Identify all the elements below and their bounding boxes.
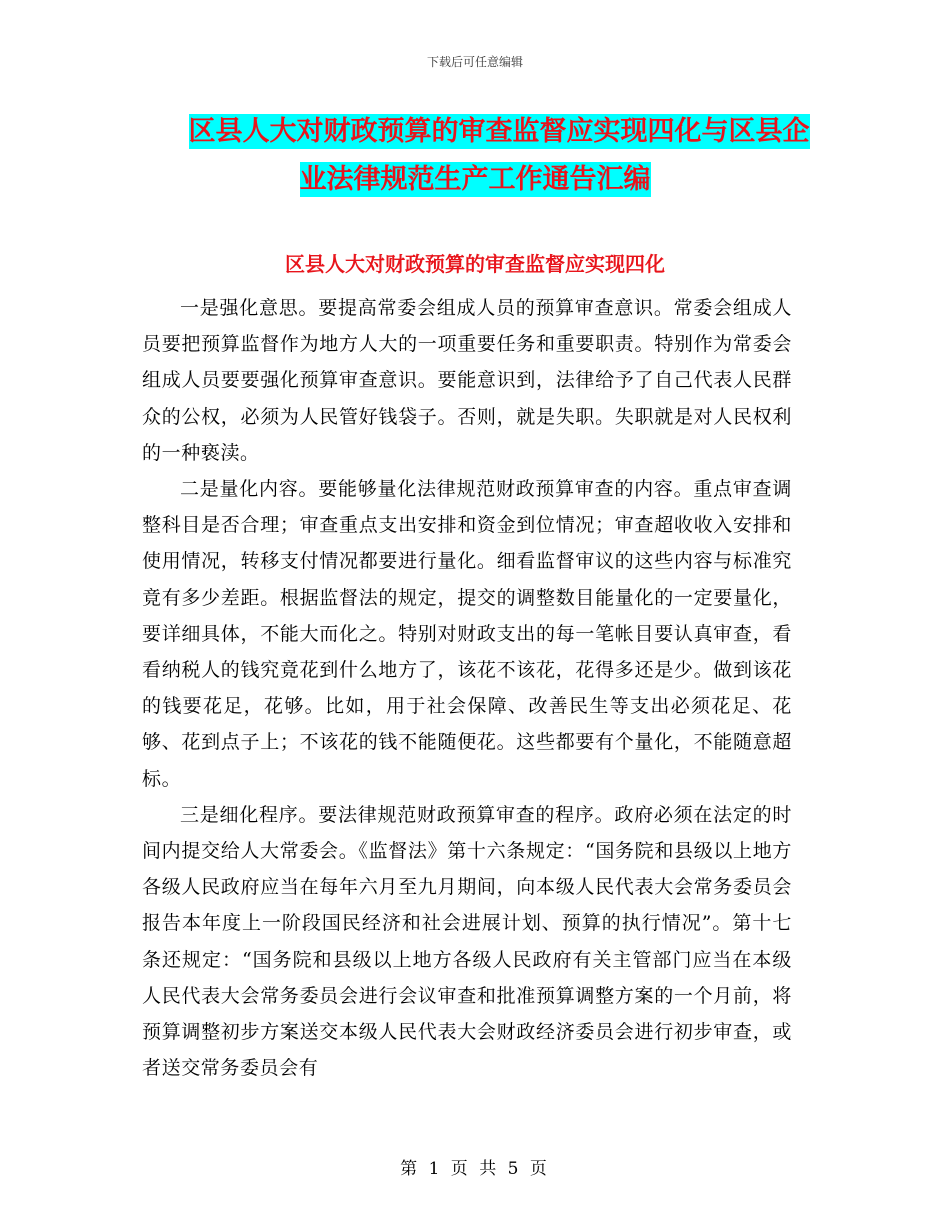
title-line-2: 业法律规范生产工作通告汇编 [299,164,651,195]
document-title [0,108,950,204]
body-text [142,290,792,1086]
page-header: 下载后可任意编辑 [426,55,523,69]
paragraph-1: 一是强化意思。要提高常委会组成人员的预算审查意识。常委会组成人员要把预算监督作为地方人大的一项重要任务和重要职责。特别作为常委会组成人员要要强化预算审查意识。要能意识到，法律给予了自己代表人民群众的公权，必须为人民管好钱袋子。否则，就是失职。失职就是对人民权利的一种亵渎。 [142,297,792,464]
title-line-1: 区县人大对财政预算的审查监督应实现四化与区县企 [188,116,810,147]
paragraph-2: 二是量化内容。要能够量化法律规范财政预算审查的内容。重点审查调整科目是否合理；审查重点支出安排和资金到位情况；审查超收收入安排和使用情况，转移支付情况都要进行量化。细看监督审议的这些内容与标准究竟有多少差距。根据监督法的规定，提交的调整数目能量化的一定要量化，要详细具体，不能大而化之。特别对财政支出的每一笔帐目要认真审查，看看纳税人的钱究竟花到什么地方了，该花不该花，花得多还是少。做到该花的钱要花足，花够。比如，用于社会保障、改善民生等支出必须花足、花够、花到点子上；不该花的钱不能随便花。这些都要有个量化，不能随意超标。 [142,478,792,790]
paragraph-3: 三是细化程序。要法律规范财政预算审查的程序。政府必须在法定的时间内提交给人大常委会。《监督法》第十六条规定：“国务院和县级以上地方各级人民政府应当在每年六月至九月期间，向本级人民代表大会常务委员会报告本年度上一阶段国民经济和社会进展计划、预算的执行情况”。第十七条还规定：“国务院和县级以上地方各级人民政府有关主管部门应当在本级人民代表大会常务委员会进行会议审查和批准预算调整方案的一个月前，将预算调整初步方案送交本级人民代表大会财政经济委员会进行初步审查，或者送交常务委员会有 [142,803,792,1080]
section-title: 区县人大对财政预算的审查监督应实现四化 [285,252,665,276]
page-footer: 第 1 页 共 5 页 [400,1159,550,1179]
